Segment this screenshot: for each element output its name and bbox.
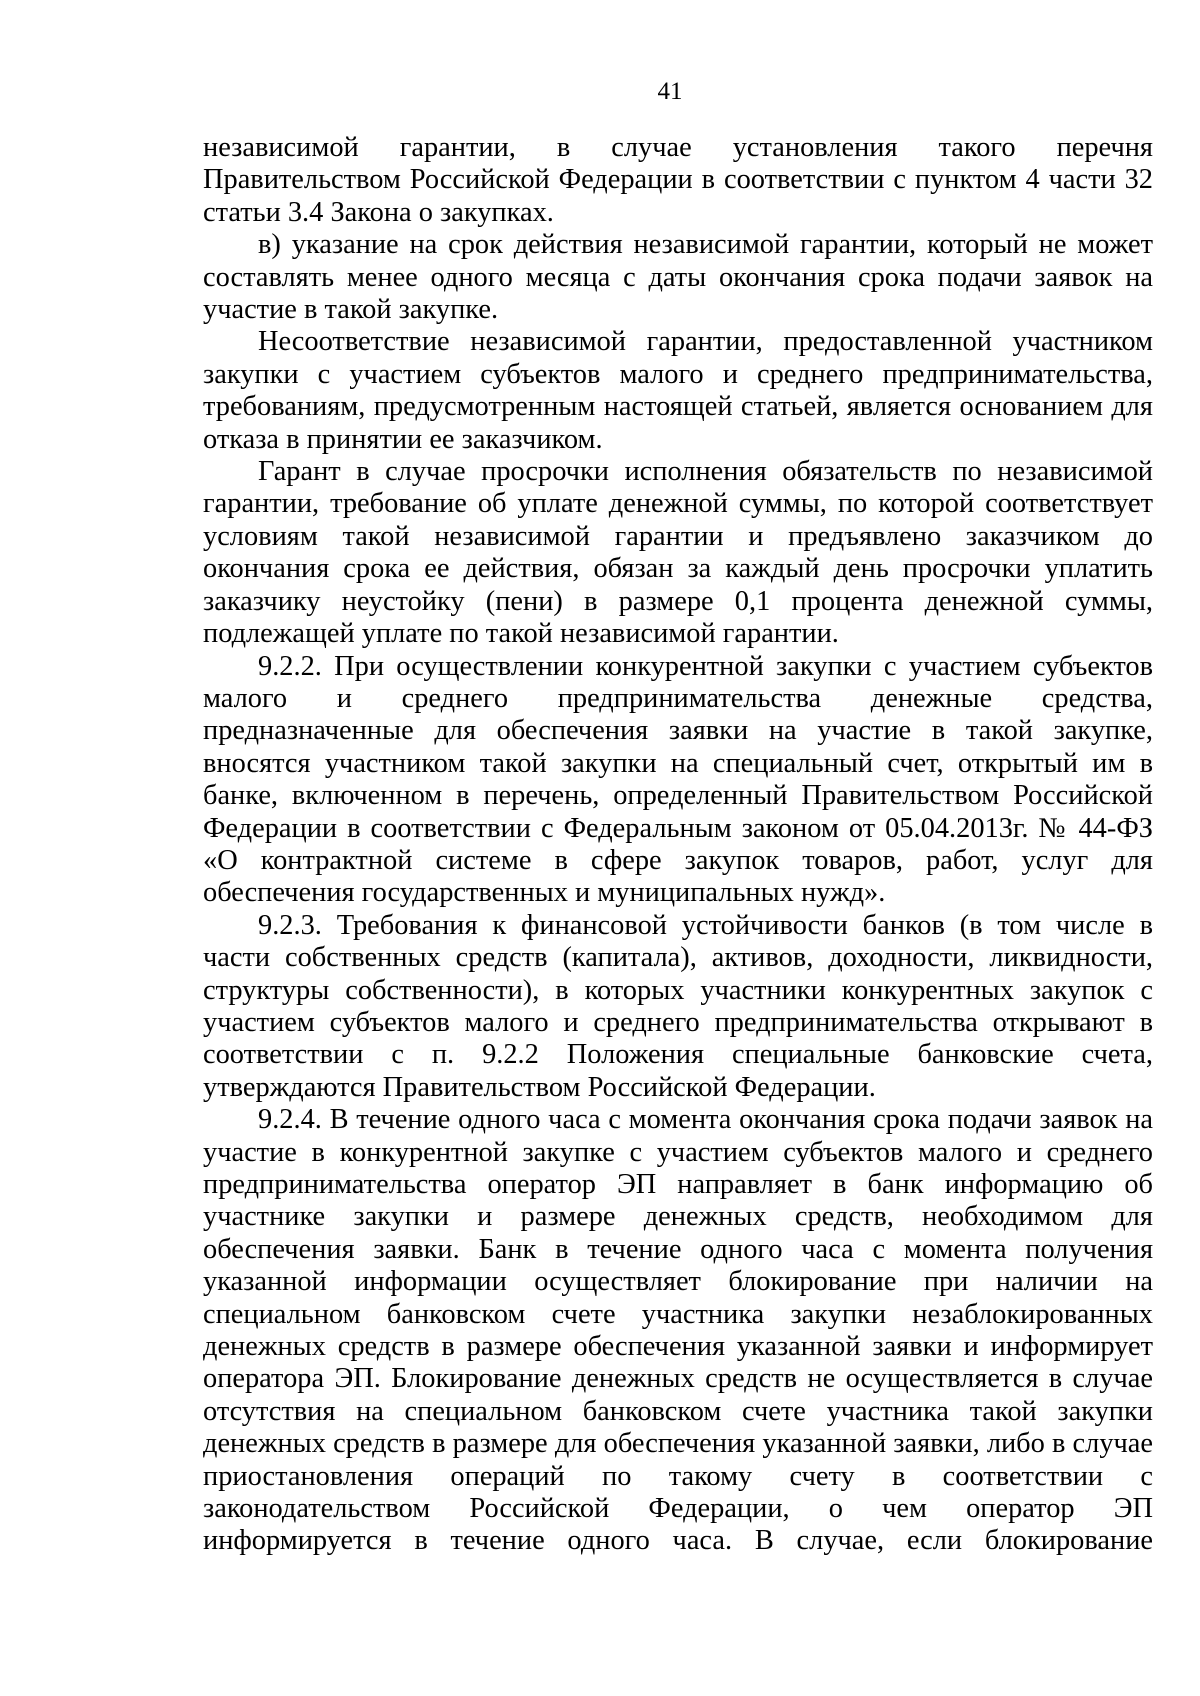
paragraph-9-2-4: 9.2.4. В течение одного часа с момента окончания срока подачи заявок на участие в конкурентной закупке с участием субъектов малого и среднего предпринимательства оператор ЭП направляет в банк информацию об участнике закупки и размере денежных средств, необходимом для обеспечения заявки. Банк в течение одного часа с момента получения указанной информации осуществляет блокирование при наличии на специальном банковском счете участника закупки незаблокированных денежных средств в размере обеспечения указанной заявки и информирует оператора ЭП. Блокирование денежных средств не осуществляется в случае отсутствия на специальном банковском счете участника такой закупки денежных средств в размере для обеспечения указанной заявки, либо в случае приостановления операций по такому счету в соответствии с законодательством Российской Федерации, о чем оператор ЭП информируется в течение одного часа. В случае, если блокирование bbox=[203, 1104, 1153, 1557]
paragraph-9-2-3: 9.2.3. Требования к финансовой устойчивости банков (в том числе в части собственных средств (капитала), активов, доходности, ликвидности, структуры собственности), в которых участники конкурентных закупок с участием субъектов малого и среднего предпринимательства открывают в соответствии с п. 9.2.2 Положения специальные банковские счета, утверждаются Правительством Российской Федерации. bbox=[203, 909, 1153, 1103]
paragraph-item-v: в) указание на срок действия независимой гарантии, который не может составлять менее одного месяца с даты окончания срока подачи заявок на участие в такой закупке. bbox=[203, 229, 1153, 326]
paragraph-guarantee-list-continuation: независимой гарантии, в случае установления такого перечня Правительством Российской Федерации в соответствии с пунктом 4 части 32 статьи 3.4 Закона о закупках. bbox=[203, 132, 1153, 228]
paragraph-nonconformity: Несоответствие независимой гарантии, предоставленной участником закупки с участием субъектов малого и среднего предпринимательства, требованиям, предусмотренным настоящей статьей, является основанием для отказа в принятии ее заказчиком. bbox=[203, 326, 1153, 455]
page-number: 41 bbox=[657, 78, 683, 105]
paragraph-guarantor-penalty: Гарант в случае просрочки исполнения обязательств по независимой гарантии, требование об уплате денежной суммы, по которой соответствует условиям такой независимой гарантии и предъявлено заказчиком до окончания срока ее действия, обязан за каждый день просрочки уплатить заказчику неустойку (пени) в размере 0,1 процента денежной суммы, подлежащей уплате по такой независимой гарантии. bbox=[203, 456, 1153, 650]
document-body bbox=[203, 132, 1153, 1558]
paragraph-9-2-2: 9.2.2. При осуществлении конкурентной закупки с участием субъектов малого и среднего предпринимательства денежные средства, предназначенные для обеспечения заявки на участие в такой закупке, вносятся участником такой закупки на специальный счет, открытый им в банке, включенном в перечень, определенный Правительством Российской Федерации в соответствии с Федеральным законом от 05.04.2013г. № 44-ФЗ «О контрактной системе в сфере закупок товаров, работ, услуг для обеспечения государственных и муниципальных нужд». bbox=[203, 650, 1153, 909]
